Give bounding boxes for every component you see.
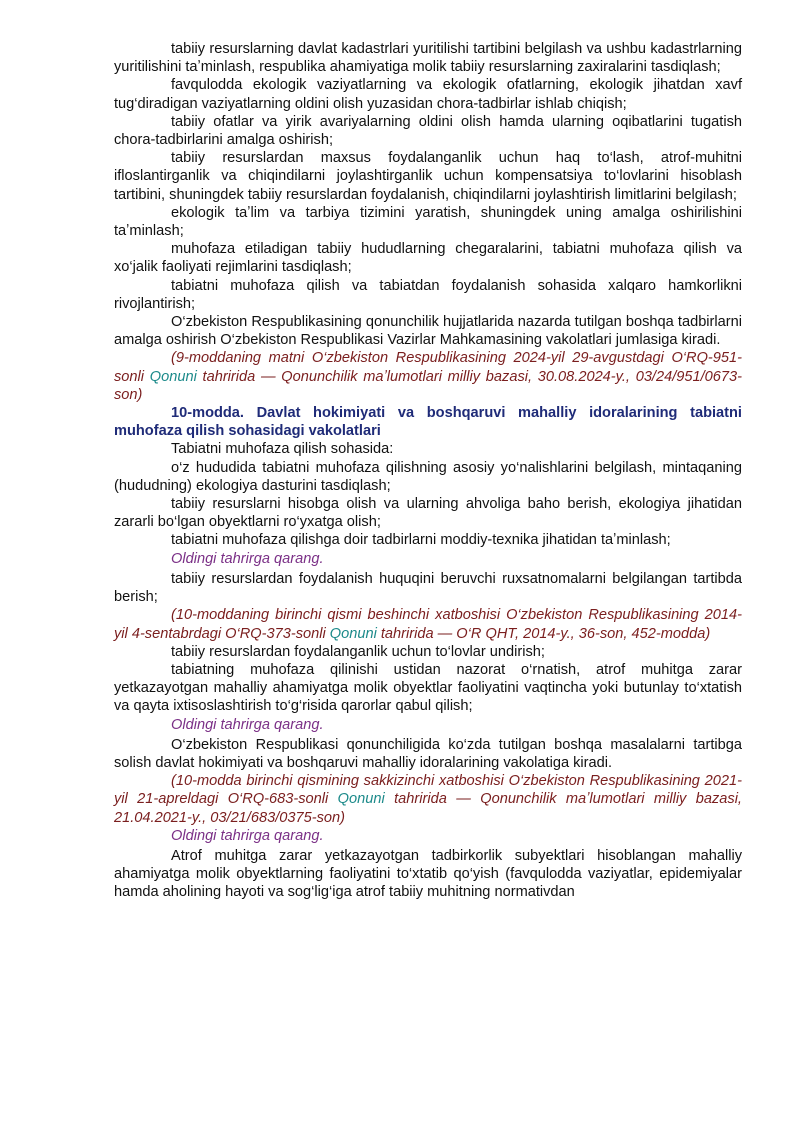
amendment-note: [114, 606, 742, 642]
paragraph: tabiiy resurslardan foydalanish huquqini beruvchi ruxsatnomalarni belgilangan tartibda berish;: [114, 570, 742, 606]
paragraph: o‘z hududida tabiatni muhofaza qilishning asosiy yo‘nalishlarini belgilash, mintaqaning (hududning) ekologiya dasturini tasdiqlash;: [114, 459, 742, 494]
amendment-note: [114, 349, 742, 404]
law-link[interactable]: Qonuni: [149, 368, 197, 385]
paragraph: muhofaza etiladigan tabiiy hududlarning chegaralarini, tabiatni muhofaza qilish va xo‘jalik faoliyati rejimlarini tasdiqlash;: [114, 241, 742, 276]
article-heading: 10-modda. Davlat hokimiyati va boshqaruvi mahalliy idoralarining tabiatni muhofaza qilish sohasidagi vakolatlari: [114, 405, 742, 440]
paragraph: favqulodda ekologik vaziyatlarning va ekologik ofatlarning, ekologik jihatdan xavf tug‘diradigan vaziyatlarning oldini olish yuzasidan chora-tadbirlar ishlab chiqish;: [114, 77, 742, 112]
note-text: tahririda — Qonunchilik maʼlumotlari milliy bazasi, 21.04.2021-y., 03/21/683/0375-son): [114, 791, 742, 826]
document-page: [114, 40, 742, 902]
paragraph: Atrof muhitga zarar yetkazayotgan tadbirkorlik subyektlari hisoblangan mahalliy ahamiyatga molik obyektlarning faoliyatini to‘xtatib qo‘yish (favqulodda vaziyatlar, epidemiyalar hamda aholining hayoti va sog‘lig‘iga atrof tabiiy muhitning normativdan: [114, 847, 742, 901]
paragraph: ekologik taʼlim va tarbiya tizimini yaratish, shuningdek uning amalga oshirilishini taʼminlash;: [114, 204, 742, 240]
paragraph: tabiatni muhofaza qilishga doir tadbirlarni moddiy-texnika jihatidan taʼminlash;: [171, 532, 671, 549]
paragraph: tabiatning muhofaza qilinishi ustidan nazorat o‘rnatish, atrof muhitga zarar yetkazayotgan mahalliy ahamiyatga molik obyektlar faoliyatini vaqtincha yoki butunlay to‘xtatish va qayta ixtisoslashtirish to‘g‘risida qarorlar qabul qilish;: [114, 661, 742, 715]
paragraph: tabiiy resurslardan maxsus foydalanganlik uchun haq to‘lash, atrof-muhitni ifloslantirganlik va chiqindilarni joylashtirganlik uchun kompensatsiya to‘lovlarini hisoblash tartibini, shuningdek tabiiy resurslardan foydalanish, chiqindilarni joylashtirish limitlarini belgilash;: [114, 150, 742, 203]
paragraph: tabiiy resurslarning davlat kadastrlari yuritilishi tartibini belgilash va ushbu kadastrlarning yuritilishini taʼminlash, respublika ahamiyatiga molik tabiiy resurslarning zaxiralarini tasdiqlash;: [114, 41, 742, 76]
paragraph: O‘zbekiston Respublikasi qonunchiligida ko‘zda tutilgan boshqa masalalarni tartibga solish davlat hokimiyati va boshqaruvi mahalliy idoralarining vakolatiga kiradi.: [114, 736, 742, 771]
law-link[interactable]: Qonuni: [329, 625, 377, 642]
paragraph: Tabiatni muhofaza qilish sohasida:: [171, 441, 394, 458]
paragraph: tabiatni muhofaza qilish va tabiatdan foydalanish sohasida xalqaro hamkorlikni rivojlantirish;: [114, 277, 742, 312]
paragraph: tabiiy ofatlar va yirik avariyalarning oldini olish hamda ularning oqibatlarini tugatish chora-tadbirlarini amalga oshirish;: [114, 113, 742, 149]
previous-edition-link[interactable]: Oldingi tahrirga qarang.: [171, 716, 324, 733]
amendment-note: [114, 772, 742, 827]
note-text: (10-moddaning birinchi qismi beshinchi xatboshisi O‘zbekiston Respublikasining 2014-yil 4-sentabrdagi O‘RQ-373-sonli: [114, 607, 742, 642]
note-text: (10-modda birinchi qismining sakkizinchi xatboshisi O‘zbekiston Respublikasining 2021-yil 21-apreldagi O‘RQ-683-sonli: [114, 773, 742, 808]
paragraph: tabiiy resurslarni hisobga olish va ularning ahvoliga baho berish, ekologiya jihatidan zararli bo‘lgan obyektlarni ro‘yxatga olish;: [114, 496, 742, 531]
paragraph: tabiiy resurslardan foydalanganlik uchun to‘lovlar undirish;: [171, 643, 545, 660]
paragraph: O‘zbekiston Respublikasining qonunchilik hujjatlarida nazarda tutilgan boshqa tadbirlarni amalga oshirish O‘zbekiston Respublikasi Vazirlar Mahkamasining vakolatlari jumlasiga kiradi.: [114, 314, 742, 349]
previous-edition-link[interactable]: Oldingi tahrirga qarang.: [171, 550, 324, 567]
previous-edition-link[interactable]: Oldingi tahrirga qarang.: [171, 827, 324, 844]
note-text: (9-moddaning matni O‘zbekiston Respublikasining 2024-yil 29-avgustdagi O‘RQ-951-sonli: [114, 350, 742, 385]
law-link[interactable]: Qonuni: [337, 791, 385, 808]
note-text: tahririda — O‘R QHT, 2014-y., 36-son, 452-modda): [376, 625, 711, 642]
note-text: tahririda — Qonunchilik maʼlumotlari milliy bazasi, 30.08.2024-y., 03/24/951/0673-son): [114, 368, 743, 403]
